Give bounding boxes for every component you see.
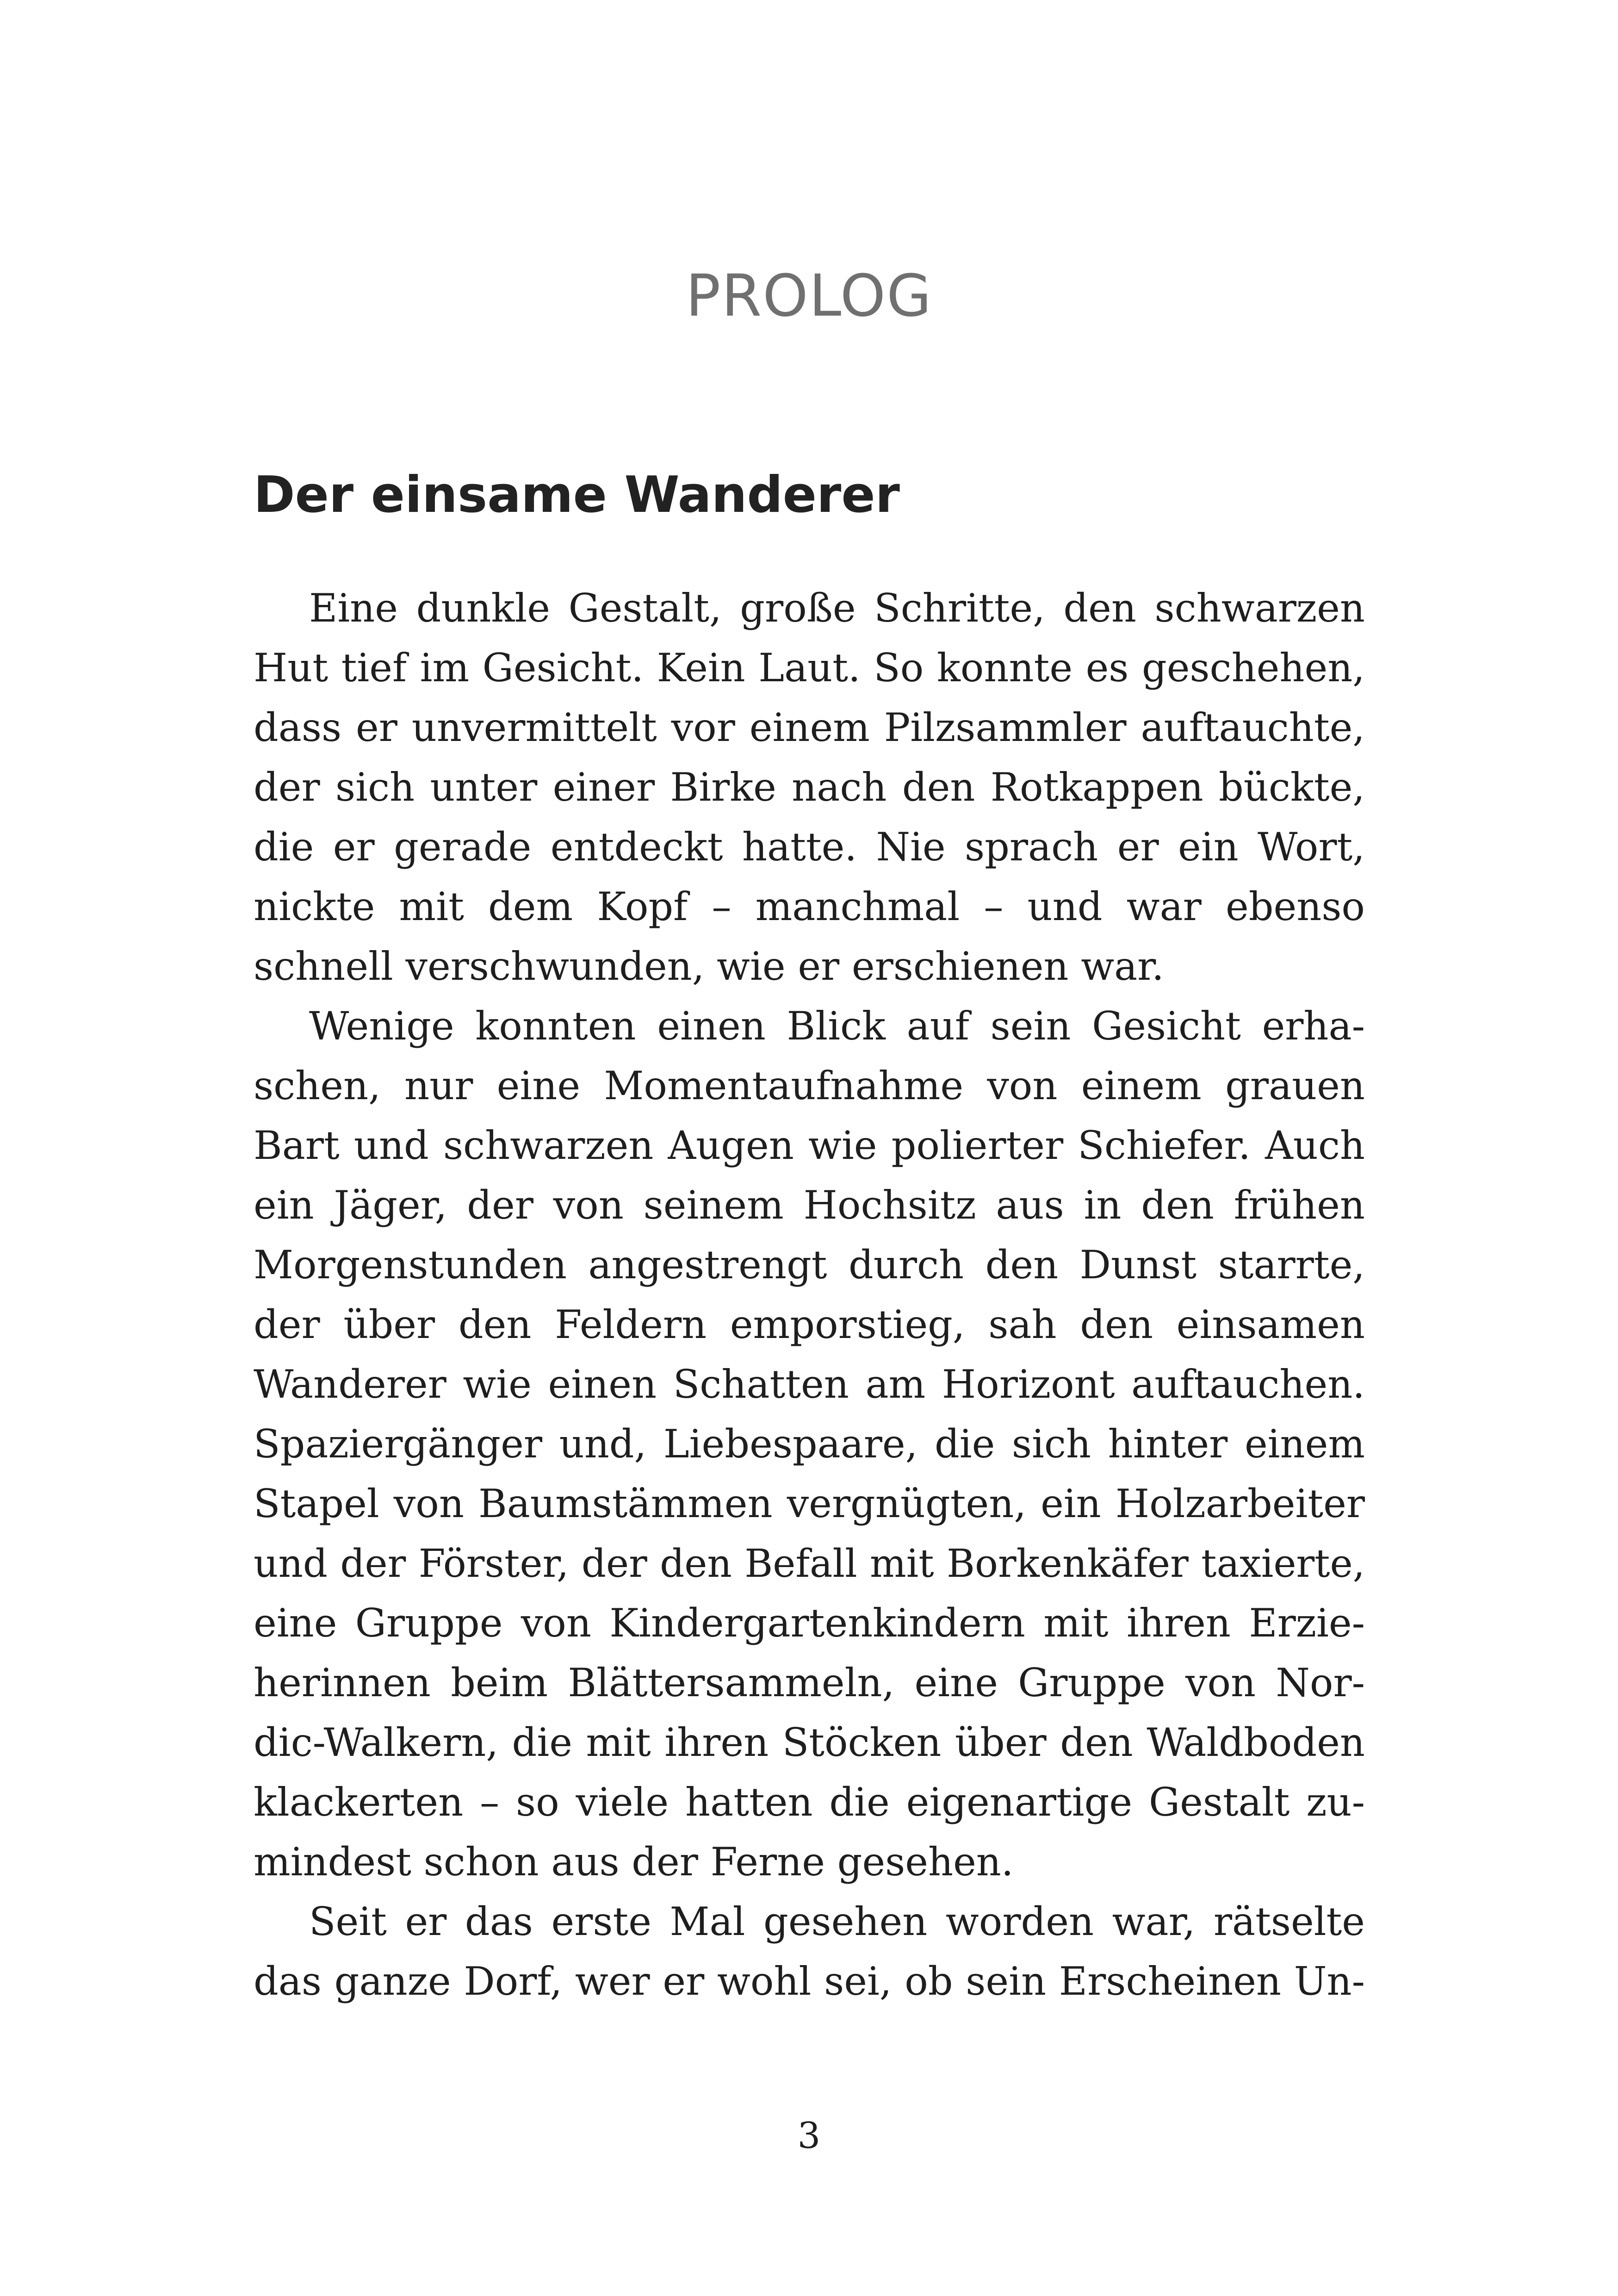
page-number: 3 [797, 2115, 821, 2157]
text-line: die er gerade entdeckt hatte. Nie sprach er ein Wort, [254, 824, 1365, 870]
chapter-title: Der einsame Wanderer [254, 466, 900, 524]
text-line: und der Förster, der den Befall mit Borkenkäfer taxierte, [254, 1541, 1365, 1586]
text-line: ein Jäger, der von seinem Hochsitz aus in den frühen [254, 1182, 1365, 1228]
paragraph-3 [254, 1892, 1365, 2011]
text-line: Wanderer wie einen Schatten am Horizont auftauchen. [254, 1362, 1365, 1407]
text-line: schen, nur eine Momentaufnahme von einem grauen [254, 1063, 1365, 1108]
text-line: Hut tief im Gesicht. Kein Laut. So konnte es geschehen, [254, 645, 1365, 691]
text-line: herinnen beim Blättersammeln, eine Gruppe von Nor- [254, 1660, 1365, 1705]
text-line: eine Gruppe von Kindergartenkindern mit ihren Erzie- [254, 1600, 1365, 1646]
text-line: der sich unter einer Birke nach den Rotkappen bückte, [254, 765, 1365, 810]
body-text [254, 579, 1365, 2011]
text-line: dic-Walkern, die mit ihren Stöcken über den Waldboden [254, 1720, 1365, 1765]
text-line: nickte mit dem Kopf – manchmal – und war ebenso [254, 884, 1365, 929]
prolog-heading: PROLOG [685, 262, 933, 330]
text-line: Eine dunkle Gestalt, große Schritte, den schwarzen [309, 585, 1365, 631]
text-line: Seit er das erste Mal gesehen worden war, rätselte [309, 1899, 1365, 1944]
text-line: Bart und schwarzen Augen wie polierter Schiefer. Auch [254, 1123, 1365, 1168]
paragraph-2 [254, 996, 1365, 1892]
paragraph-1 [254, 579, 1365, 996]
text-line: dass er unvermittelt vor einem Pilzsammler auftauchte, [254, 705, 1365, 750]
text-line: schnell verschwunden, wie er erschienen war. [254, 944, 1164, 989]
text-line: Morgenstunden angestrengt durch den Dunst starrte, [254, 1242, 1365, 1288]
text-line: mindest schon aus der Ferne gesehen. [254, 1839, 1014, 1885]
text-line: Stapel von Baumstämmen vergnügten, ein Holzarbeiter [254, 1481, 1365, 1526]
text-line: Spaziergänger und, Liebespaare, die sich hinter einem [254, 1421, 1365, 1467]
text-line: Wenige konnten einen Blick auf sein Gesicht erha- [309, 1003, 1365, 1049]
text-line: das ganze Dorf, wer er wohl sei, ob sein Erscheinen Un- [254, 1959, 1365, 2004]
text-line: klackerten – so viele hatten die eigenartige Gestalt zu- [254, 1780, 1365, 1825]
text-line: der über den Feldern emporstieg, sah den einsamen [254, 1302, 1365, 1347]
